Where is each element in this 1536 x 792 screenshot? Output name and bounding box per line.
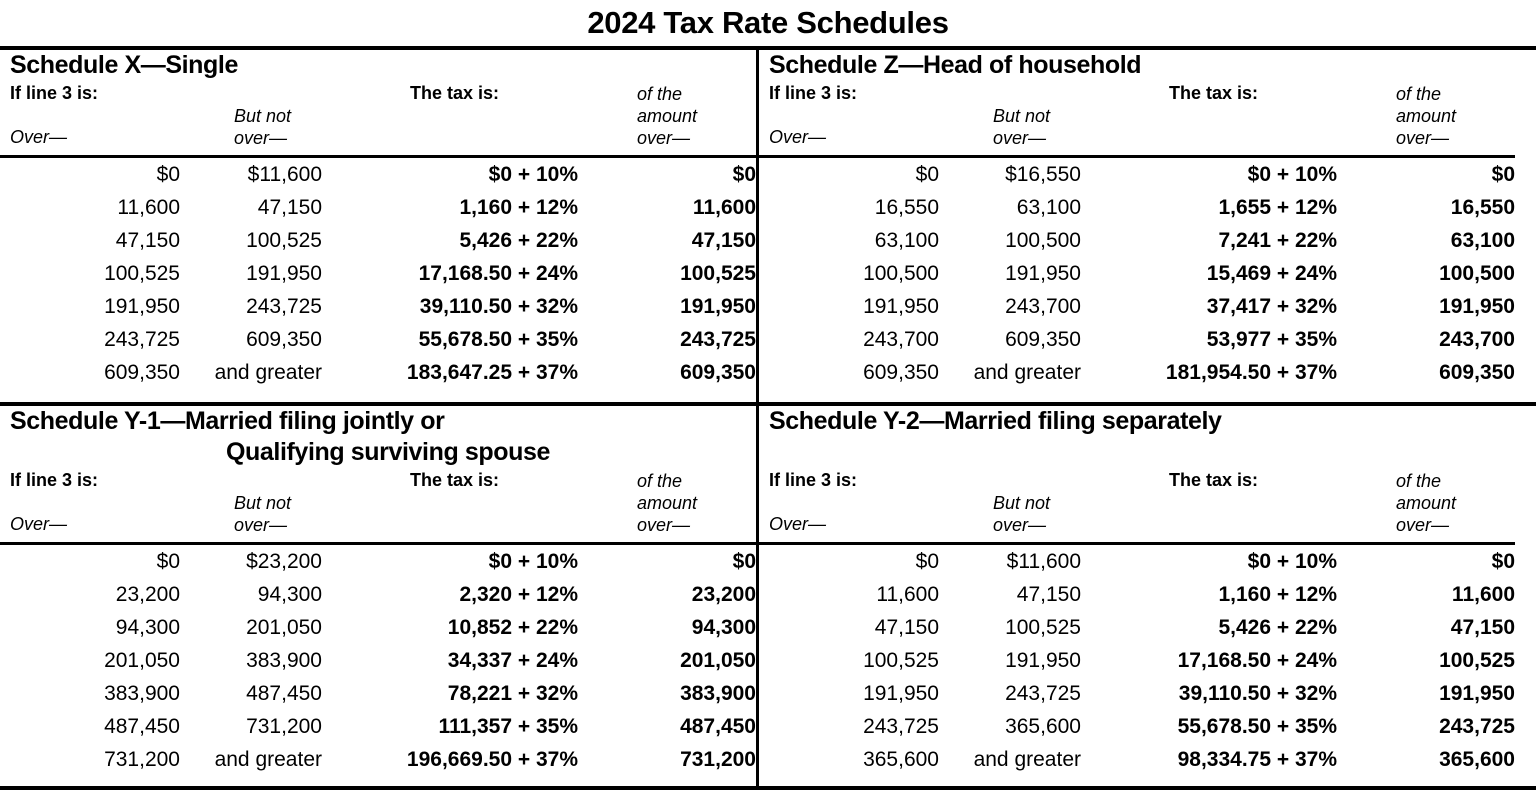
cell-but-not-over: 191,950 (1005, 261, 1081, 285)
header-but-not-over-line2: over— (993, 128, 1047, 148)
cell-amount-over: 100,525 (680, 261, 756, 285)
cell-over: 191,950 (863, 294, 939, 318)
cell-but-not-over: 94,300 (257, 582, 322, 606)
cell-over: 100,525 (104, 261, 180, 285)
cell-amount-over: $0 (1491, 549, 1515, 573)
cell-over: 63,100 (874, 228, 939, 252)
panel-schedule-z (759, 50, 1515, 389)
table-row (0, 743, 756, 776)
cell-but-not-over: $11,600 (247, 162, 322, 186)
cell-over: 609,350 (104, 360, 180, 384)
cell-but-not-over: 383,900 (246, 648, 322, 672)
cell-amount-over: 243,725 (1439, 714, 1515, 738)
column-headers-z (759, 83, 1515, 155)
cell-amount-over: 243,725 (680, 327, 756, 351)
cell-amount-over: 731,200 (680, 747, 756, 771)
bracket-table-y1 (0, 545, 756, 776)
cell-but-not-over: 201,050 (246, 615, 322, 639)
header-over: Over— (769, 514, 827, 534)
schedule-title-y1-line2: Qualifying surviving spouse (226, 438, 550, 466)
cell-amount-over: 191,950 (680, 294, 756, 318)
header-but-not-over-line2: over— (234, 515, 288, 535)
header-but-not-over-line1: But not (234, 493, 292, 513)
cell-over: 191,950 (104, 294, 180, 318)
header-but-not-over-line1: But not (234, 106, 292, 126)
cell-tax: $0 + 10% (1247, 549, 1337, 573)
cell-amount-over: $0 (1491, 162, 1515, 186)
table-row (759, 257, 1515, 290)
header-but-not-over-line1: But not (993, 106, 1051, 126)
cell-but-not-over: 243,725 (1005, 681, 1081, 705)
cell-amount-over: 11,600 (692, 195, 756, 219)
header-over: Over— (10, 514, 68, 534)
header-the-tax-is: The tax is: (410, 83, 500, 103)
table-row (0, 191, 756, 224)
header-of-the-amount-line2: amount (637, 493, 698, 513)
cell-tax: 55,678.50 + 35% (1177, 714, 1337, 738)
cell-tax: 10,852 + 22% (447, 615, 578, 639)
cell-but-not-over: and greater (214, 360, 322, 384)
cell-amount-over: 100,500 (1439, 261, 1515, 285)
bracket-table-y2 (759, 545, 1515, 776)
cell-amount-over: 609,350 (1439, 360, 1515, 384)
header-of-the-amount-line1: of the (1396, 471, 1442, 491)
cell-over: $0 (156, 162, 180, 186)
panel-schedule-y2 (759, 406, 1515, 776)
cell-amount-over: 11,600 (1451, 582, 1515, 606)
table-row (0, 224, 756, 257)
cell-over: 11,600 (117, 195, 180, 219)
panel-schedule-y1 (0, 406, 756, 776)
cell-amount-over: 23,200 (691, 582, 756, 606)
cell-tax: 15,469 + 24% (1206, 261, 1337, 285)
cell-tax: 37,417 + 32% (1206, 294, 1337, 318)
cell-tax: 78,221 + 32% (447, 681, 578, 705)
table-row (759, 743, 1515, 776)
header-but-not-over-line2: over— (993, 515, 1047, 535)
header-of-the-amount-line2: amount (1396, 106, 1457, 126)
cell-but-not-over: and greater (973, 747, 1081, 771)
cell-but-not-over: 100,525 (1005, 615, 1081, 639)
header-the-tax-is: The tax is: (1169, 83, 1259, 103)
cell-over: 100,525 (863, 648, 939, 672)
header-over: Over— (10, 127, 68, 147)
header-of-the-amount-line1: of the (637, 471, 683, 491)
cell-but-not-over: 731,200 (246, 714, 322, 738)
header-if-line: If line 3 is: (769, 470, 858, 490)
header-of-the-amount-line1: of the (637, 84, 683, 104)
cell-over: 609,350 (863, 360, 939, 384)
schedule-title-y1-line1: Schedule Y-1—Married filing jointly or (10, 407, 445, 435)
cell-amount-over: 16,550 (1450, 195, 1515, 219)
cell-tax: 5,426 + 22% (459, 228, 578, 252)
cell-over: $0 (915, 549, 939, 573)
table-row (0, 158, 756, 191)
cell-tax: 1,160 + 12% (1218, 582, 1337, 606)
header-if-line: If line 3 is: (10, 470, 99, 490)
table-row (759, 677, 1515, 710)
cell-tax: 111,357 + 35% (438, 714, 578, 738)
cell-amount-over: $0 (732, 162, 756, 186)
cell-over: 201,050 (104, 648, 180, 672)
cell-amount-over: 47,150 (691, 228, 756, 252)
cell-but-not-over: 609,350 (246, 327, 322, 351)
schedule-title-z: Schedule Z—Head of household (769, 51, 1142, 79)
header-the-tax-is: The tax is: (1169, 470, 1259, 490)
cell-tax: $0 + 10% (488, 549, 578, 573)
cell-tax: $0 + 10% (488, 162, 578, 186)
cell-tax: 2,320 + 12% (459, 582, 578, 606)
cell-amount-over: 609,350 (680, 360, 756, 384)
cell-but-not-over: 243,700 (1005, 294, 1081, 318)
cell-over: 243,725 (104, 327, 180, 351)
cell-tax: 196,669.50 + 37% (406, 747, 578, 771)
header-of-the-amount-line3: over— (637, 128, 691, 148)
header-of-the-amount-over (1396, 470, 1456, 536)
cell-amount-over: 201,050 (680, 648, 756, 672)
table-row (759, 224, 1515, 257)
table-row (0, 323, 756, 356)
title-band (0, 0, 1536, 46)
cell-but-not-over: $11,600 (1006, 549, 1081, 573)
table-row (0, 644, 756, 677)
cell-but-not-over: 47,150 (257, 195, 322, 219)
page-title: 2024 Tax Rate Schedules (587, 5, 949, 40)
cell-tax: 55,678.50 + 35% (418, 327, 578, 351)
cell-but-not-over: 365,600 (1005, 714, 1081, 738)
table-row (0, 710, 756, 743)
header-but-not-over (993, 492, 1050, 536)
cell-tax: 39,110.50 + 32% (419, 294, 578, 318)
table-row (759, 191, 1515, 224)
cell-over: $0 (915, 162, 939, 186)
cell-amount-over: 365,600 (1439, 747, 1515, 771)
cell-amount-over: 47,150 (1450, 615, 1515, 639)
cell-over: 365,600 (863, 747, 939, 771)
panel-schedule-x (0, 50, 756, 389)
header-of-the-amount-line3: over— (637, 515, 691, 535)
cell-over: 94,300 (115, 615, 180, 639)
table-row (759, 611, 1515, 644)
cell-but-not-over: $16,550 (1005, 162, 1081, 186)
header-but-not-over (993, 105, 1050, 149)
cell-over: 11,600 (876, 582, 939, 606)
cell-but-not-over: 47,150 (1016, 582, 1081, 606)
cell-but-not-over: 243,725 (246, 294, 322, 318)
table-row (759, 545, 1515, 578)
schedule-title-x: Schedule X—Single (10, 51, 238, 79)
schedule-title-y2: Schedule Y-2—Married filing separately (769, 407, 1222, 435)
table-row (0, 290, 756, 323)
header-but-not-over (234, 105, 291, 149)
table-row (0, 356, 756, 389)
table-row (0, 578, 756, 611)
header-over: Over— (769, 127, 827, 147)
cell-over: 100,500 (863, 261, 939, 285)
cell-over: 47,150 (115, 228, 180, 252)
cell-but-not-over: 63,100 (1016, 195, 1081, 219)
column-headers-y1 (0, 470, 756, 542)
header-but-not-over (234, 492, 291, 536)
cell-tax: 1,160 + 12% (459, 195, 578, 219)
cell-over: 16,550 (874, 195, 939, 219)
header-of-the-amount-over (637, 83, 697, 149)
cell-tax: 34,337 + 24% (447, 648, 578, 672)
bracket-table-x (0, 158, 756, 389)
table-row (0, 611, 756, 644)
cell-tax: 17,168.50 + 24% (1177, 648, 1337, 672)
cell-amount-over: 63,100 (1450, 228, 1515, 252)
cell-over: 191,950 (863, 681, 939, 705)
cell-amount-over: 94,300 (691, 615, 756, 639)
cell-but-not-over: 100,500 (1005, 228, 1081, 252)
cell-over: 23,200 (115, 582, 180, 606)
header-of-the-amount-line1: of the (1396, 84, 1442, 104)
cell-tax: 7,241 + 22% (1218, 228, 1337, 252)
table-row (0, 545, 756, 578)
header-of-the-amount-over (1396, 83, 1456, 149)
table-row (759, 578, 1515, 611)
header-of-the-amount-line3: over— (1396, 515, 1450, 535)
header-if-line: If line 3 is: (10, 83, 99, 103)
cell-over: 383,900 (104, 681, 180, 705)
schedule-title-y1 (0, 406, 756, 470)
table-row (759, 644, 1515, 677)
cell-but-not-over: 191,950 (246, 261, 322, 285)
header-of-the-amount-over (637, 470, 697, 536)
table-row (759, 158, 1515, 191)
cell-tax: 1,655 + 12% (1218, 195, 1337, 219)
schedule-title-y2-spacer (759, 439, 1515, 470)
header-but-not-over-line1: But not (993, 493, 1051, 513)
column-headers-y2 (759, 470, 1515, 542)
cell-tax: 181,954.50 + 37% (1165, 360, 1337, 384)
table-row (759, 356, 1515, 389)
cell-but-not-over: 191,950 (1005, 648, 1081, 672)
cell-tax: 98,334.75 + 37% (1177, 747, 1337, 771)
cell-but-not-over: 487,450 (246, 681, 322, 705)
cell-over: 243,725 (863, 714, 939, 738)
cell-over: 243,700 (863, 327, 939, 351)
cell-over: $0 (156, 549, 180, 573)
header-but-not-over-line2: over— (234, 128, 288, 148)
header-of-the-amount-line3: over— (1396, 128, 1450, 148)
cell-over: 487,450 (104, 714, 180, 738)
table-row (759, 290, 1515, 323)
cell-amount-over: 191,950 (1439, 681, 1515, 705)
header-of-the-amount-line2: amount (637, 106, 698, 126)
cell-but-not-over: and greater (973, 360, 1081, 384)
cell-tax: 39,110.50 + 32% (1178, 681, 1337, 705)
cell-tax: 53,977 + 35% (1206, 327, 1337, 351)
divider-bottom (0, 786, 1536, 790)
header-if-line: If line 3 is: (769, 83, 858, 103)
cell-amount-over: 191,950 (1439, 294, 1515, 318)
table-row (759, 710, 1515, 743)
cell-but-not-over: and greater (214, 747, 322, 771)
cell-tax: 183,647.25 + 37% (406, 360, 578, 384)
cell-amount-over: 487,450 (680, 714, 756, 738)
cell-amount-over: 243,700 (1439, 327, 1515, 351)
cell-tax: $0 + 10% (1247, 162, 1337, 186)
cell-tax: 17,168.50 + 24% (418, 261, 578, 285)
table-row (0, 257, 756, 290)
cell-amount-over: $0 (732, 549, 756, 573)
cell-over: 731,200 (104, 747, 180, 771)
cell-but-not-over: 609,350 (1005, 327, 1081, 351)
cell-amount-over: 100,525 (1439, 648, 1515, 672)
cell-but-not-over: $23,200 (246, 549, 322, 573)
header-the-tax-is: The tax is: (410, 470, 500, 490)
header-of-the-amount-line2: amount (1396, 493, 1457, 513)
bracket-table-z (759, 158, 1515, 389)
table-row (759, 323, 1515, 356)
table-row (0, 677, 756, 710)
cell-amount-over: 383,900 (680, 681, 756, 705)
cell-but-not-over: 100,525 (246, 228, 322, 252)
column-headers-x (0, 83, 756, 155)
cell-tax: 5,426 + 22% (1218, 615, 1337, 639)
cell-over: 47,150 (874, 615, 939, 639)
